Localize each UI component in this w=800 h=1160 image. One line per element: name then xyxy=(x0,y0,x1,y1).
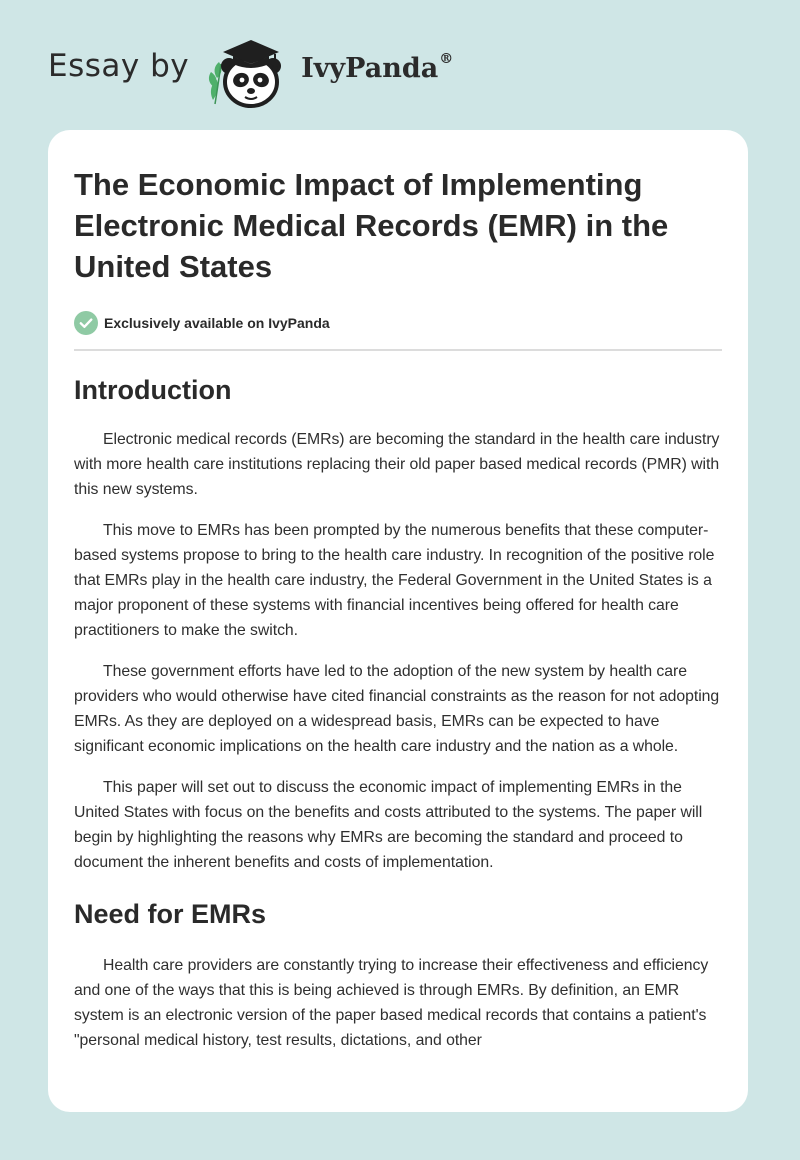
essay-title: The Economic Impact of Implementing Electronic Medical Records (EMR) in the United States xyxy=(74,167,669,284)
site-header xyxy=(48,30,453,110)
introduction-body xyxy=(74,427,722,875)
check-circle-icon xyxy=(74,311,98,335)
essay-by-label: Essay by xyxy=(48,48,190,84)
essay-card xyxy=(48,130,748,1112)
paragraph: This paper will set out to discuss the economic impact of implementing EMRs in the United States with focus on the benefits and costs attributed to the systems. The paper will begin by highlighting the reasons why EMRs are becoming the standard and proceed to document the inherent benefits and costs of implementation. xyxy=(74,779,703,871)
exclusive-badge xyxy=(74,311,722,351)
paragraph: These government efforts have led to the adoption of the new system by health care providers who would otherwise have cited financial constraints as the reason for not adopting EMRs. As they are deployed on a widespread basis, EMRs can be expected to have significant economic implications on the health care industry and the nation as a whole. xyxy=(74,663,720,755)
panda-graduate-logo-icon[interactable] xyxy=(203,30,295,110)
section-heading-need-for-emrs: Need for EMRs xyxy=(74,899,267,929)
registered-mark: ® xyxy=(439,50,454,67)
paragraph: Electronic medical records (EMRs) are becoming the standard in the health care industry with more health care institutions replacing their old paper based medical records (PMR) with this new systems. xyxy=(74,431,720,498)
need-for-emrs-body xyxy=(74,953,722,1053)
paragraph: Health care providers are constantly trying to increase their effectiveness and efficiency and one of the ways that this is being achieved is through EMRs. By definition, an EMR system is an electronic version of the paper based medical records that contains a patient's "personal medical history, test results, dictations, and other xyxy=(74,957,709,1049)
brand-name-text: IvyPanda xyxy=(301,52,439,84)
paragraph: This move to EMRs has been prompted by the numerous benefits that these computer-based systems propose to bring to the health care industry. In recognition of the positive role that EMRs play in the health care industry, the Federal Government in the United States is a major proponent of these systems with financial incentives being offered for health care practitioners to make the switch. xyxy=(74,522,715,639)
exclusive-badge-text: Exclusively available on IvyPanda xyxy=(104,315,330,331)
brand-name[interactable] xyxy=(301,50,454,84)
section-heading-introduction: Introduction xyxy=(74,375,232,405)
